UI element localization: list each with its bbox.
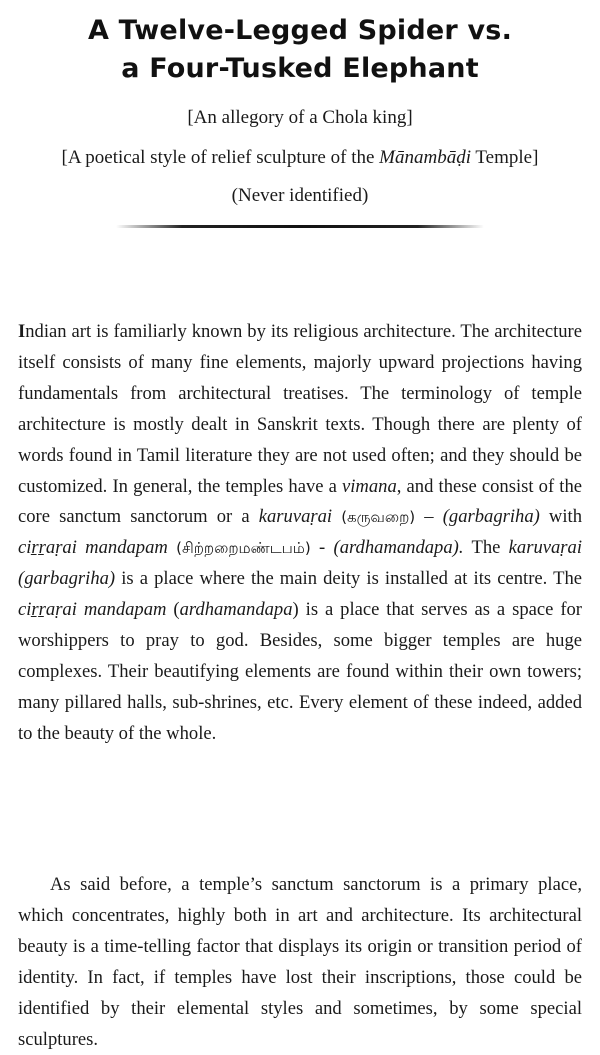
title-divider [116, 225, 484, 228]
subtitle-never-identified: (Never identified) [231, 185, 369, 206]
chapter-title-line-2: a Four-Tusked Elephant [121, 53, 479, 84]
chapter-title-line-1: A Twelve-Legged Spider vs. [87, 15, 513, 46]
body-paragraph-1 [18, 317, 582, 750]
tamil-term-karuvarai: (கருவறை) [341, 508, 416, 527]
term-garbagriha: (garbagriha) [442, 506, 540, 528]
term-karuvarai: karuvaṛai [258, 506, 333, 528]
temple-name: Mānambāḍi [379, 147, 471, 168]
subtitle-relief-sculpture [0, 146, 600, 170]
subtitle-allegory: [An allegory of a Chola king] [187, 107, 413, 128]
text-run: - [310, 537, 334, 559]
tamil-term-cirrarai: (சிற்றறைமண்டபம்) [176, 539, 311, 558]
text-run: with [539, 506, 582, 528]
text-run: Indian art is familiarly known by its religious architecture. The architecture itself consists of many fine elements, majorly upward projections having fundamentals from architectural treatises. The terminology of temple architecture is mostly dealt in Sanskrit texts. Though there are plenty of words found in Tamil literature they are not used often; and they should be customized. In general, the temples have a [18, 321, 582, 497]
text-run [168, 537, 176, 558]
term-ardhamandapa: (ardhamandapa). [333, 537, 464, 559]
text-run: The [463, 537, 509, 559]
term-ardhamandapa: ardhamandapa [179, 599, 293, 621]
text-run: , and these consist of the core sanctum sanctorum or a [18, 475, 582, 528]
text-run: ( [166, 599, 180, 621]
text-run: – [415, 506, 443, 528]
text-run [332, 506, 341, 527]
subtitle-part: [A poetical style of relief sculpture of the [61, 147, 380, 168]
term-karuvarai-garbagriha: karuvaṛai (garbagriha) [18, 537, 582, 590]
text-run: is a place where the main deity is installed at its centre. The [115, 568, 582, 590]
term-cirrarai-mandapam: ciṟṟaṛai mandapam [18, 599, 167, 621]
term-vimana: vimana [342, 475, 397, 497]
subtitle-part: Temple] [471, 147, 539, 168]
text-run: ) is a place that serves as a space for worshippers to pray to god. Besides, some bigger temples are huge complexes. Their beautifying elements are found within their own towers; many pillared halls, sub-shrines, etc. Every element of these indeed, added to the beauty of the whole. [18, 599, 583, 744]
body-paragraph-2: As said before, a temple’s sanctum sanctorum is a primary place, which concentrates, highly both in art and architecture. Its architectural beauty is a time-telling factor that displays its origin or transition period of identity. In fact, if temples have lost their inscriptions, those could be identified by their elemental styles and sometimes, by some special sculptures. [18, 874, 582, 1050]
term-cirrarai-mandapam: ciṟṟaṛai mandapam [18, 537, 168, 559]
